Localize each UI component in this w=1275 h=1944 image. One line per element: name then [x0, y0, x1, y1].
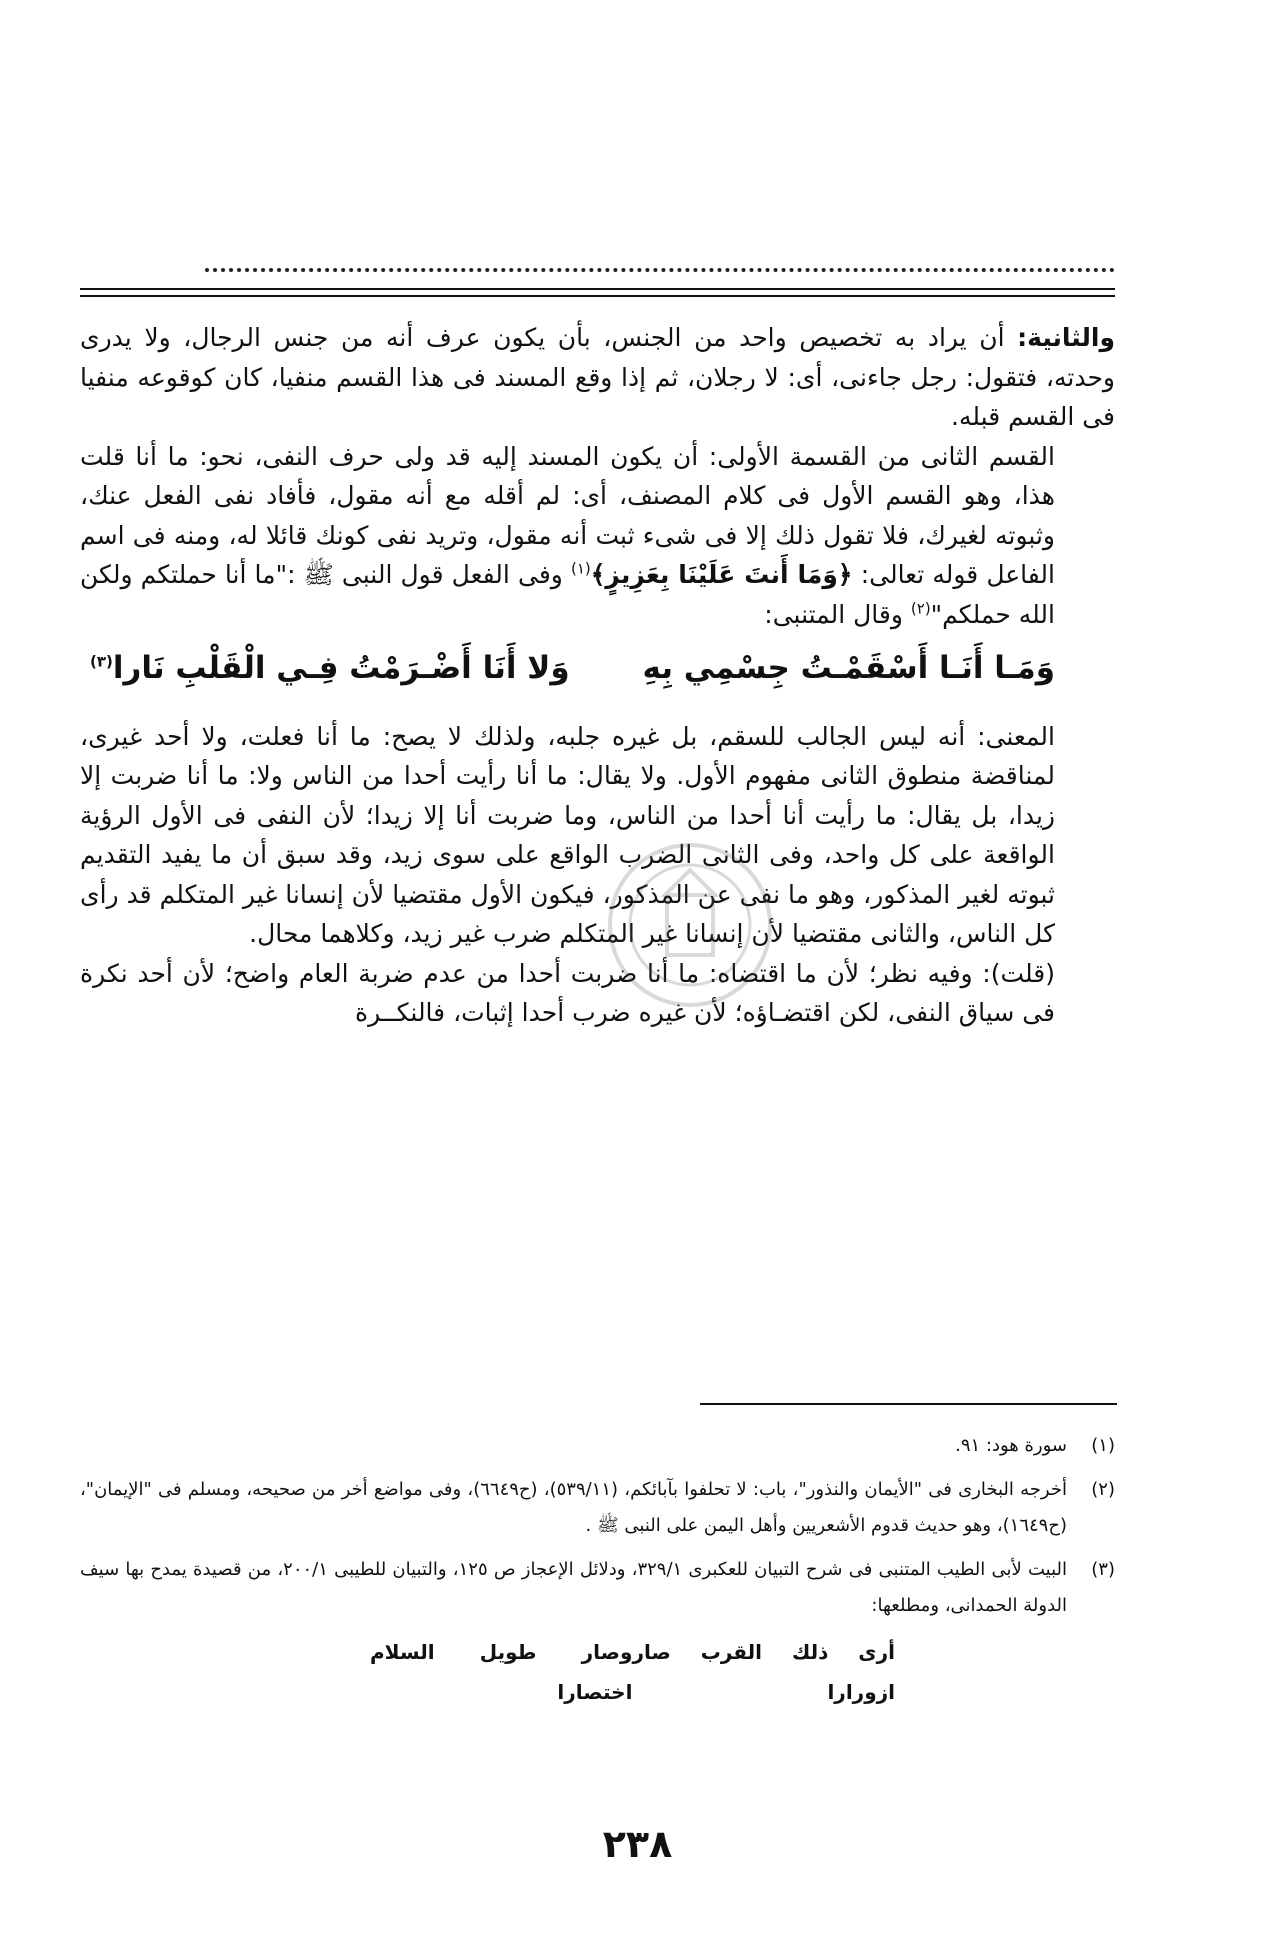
- paragraph-text: أن يراد به تخصيص واحد من الجنس، بأن يكون عرف أنه من جنس الرجال، ولا يدرى وحدته، فتقول: رجل جاءنى، أى: لا رجلان، ثم إذا وقع المسند فى هذا القسم منفيا، كان كوقوعه منفيا فى القسم قبله.: [80, 323, 1115, 431]
- paragraph-meaning: [80, 717, 1115, 954]
- paragraph-text: (قلت): وفيه نظر؛ لأن ما اقتضاه: ما أنا ضربت أحدا من عدم ضربة العام واضح؛ لأن أحد نكرة فى سياق النفى، لكن اقتضـاؤه؛ لأن غيره ضرب أحدا إثبات، فالنكــرة: [80, 958, 1055, 1028]
- footnote-text: سورة هود: ٩١.: [955, 1435, 1067, 1456]
- footnote-number: (٣): [1091, 1559, 1115, 1580]
- page-number: ٢٣٨: [602, 1822, 673, 1866]
- footnote-separator: [700, 1403, 1117, 1405]
- paragraph-text: وفى الفعل قول النبى ﷺ :"ما أنا حملتكم ولكن الله حملكم": [80, 560, 1055, 629]
- header-dotted-rule: [205, 268, 1115, 272]
- footnote-verse-second: وصار طويل السلام اختصارا: [370, 1640, 633, 1704]
- footnote-ref-1: (١): [570, 559, 591, 578]
- paragraph-text: القسم الثانى من القسمة الأولى: أن يكون المسند إليه قد ولى حرف النفى، نحو: ما أنا قلت هذا، وهو القسم الأول فى كلام المصنف، أى: لم أقله مع أنه مقول، فأفاد نفى الفعل عنك، وثبوته لغيرك، فلا تقول ذلك إلا فى شىء ثبت أنه مقول، وتريد نفى كونك قائلا له، ومنه فى اسم الفاعل قوله تعالى:: [80, 441, 1055, 589]
- footnote-number: (٢): [1091, 1479, 1115, 1500]
- footnote-ref-3: (٣): [90, 652, 113, 671]
- footnotes: [80, 1428, 1115, 1712]
- paragraph-text: وقال المتنبى:: [764, 599, 903, 629]
- verse-second-hemistich-wrap: [90, 644, 570, 693]
- poetry-verse: [90, 644, 1055, 693]
- footnote-text: أخرجه البخارى فى "الأيمان والنذور"، باب: لا تحلفوا بآبائكم، (٥٣٩/١١)، (ح٦٦٤٩)، وفى مواضع أخر من صحيحه، ومسلم فى "الإيمان"، (ح١٦٤٩)، وهو حديث قدوم الأشعريين وأهل اليمن على النبى ﷺ .: [80, 1479, 1067, 1536]
- library-watermark-logo: [605, 840, 775, 1010]
- paragraph-second-section: [80, 437, 1115, 635]
- footnote-verse-first: أرى ذلك القرب صار ازورارا: [632, 1640, 895, 1704]
- paragraph-qultu: [80, 954, 1115, 1033]
- verse-first-hemistich: وَمَـا أَنَـا أَسْقَمْـتُ جِسْمِي بِهِ: [642, 650, 1055, 686]
- footnote-number: (١): [1091, 1435, 1115, 1456]
- footnote-ref-2: (٢): [910, 599, 931, 618]
- footnote-item: [80, 1428, 1115, 1464]
- verse-second-hemistich: وَلا أَنَا أَضْـرَمْتُ فِـي الْقَلْبِ نَارا: [112, 650, 570, 686]
- main-text: [80, 318, 1115, 1033]
- paragraph-text: المعنى: أنه ليس الجالب للسقم، بل غيره جلبه، ولذلك لا يصح: ما أنا فعلت، ولا أحد غيرى، لمناقضة منطوق الثانى مفهوم الأول. ولا يقال: ما أنا رأيت أحدا من الناس ولا: ما أنا ضربت إلا زيدا، بل يقال: ما رأيت أنا أحدا من الناس، وما ضربت أنا إلا زيدا؛ لأن النفى فى الأول الرؤية الواقعة على كل واحد، وفى الثانى الضرب الواقع على سوى زيد، وقد سبق أن ما يفيد التقديم ثبوته لغير المذكور، وهو ما نفى عن المذكور، فيكون الأول مقتضيا لأن إنسانا غير المتكلم قد رأى كل الناس، والثانى مقتضيا لأن إنسانا غير المتكلم ضرب غير زيد، وكلاهما محال.: [80, 721, 1055, 949]
- footnote-text: البيت لأبى الطيب المتنبى فى شرح التبيان للعكبرى ٣٢٩/١، ودلائل الإعجاز ص ١٢٥، والتبيان للطيبى ٢٠٠/١، من قصيدة يمدح بها سيف الدولة الحمدانى، ومطلعها:: [80, 1559, 1067, 1616]
- header-double-rule: [80, 288, 1115, 297]
- quran-verse: ﴿وَمَا أَنتَ عَلَيْنَا بِعَزِيزٍ﴾: [590, 560, 853, 589]
- term-label: والثانية:: [1017, 323, 1115, 352]
- paragraph-second-type: [80, 318, 1115, 437]
- footnote-item: [80, 1472, 1115, 1544]
- footnote-item: [80, 1552, 1115, 1624]
- footnote-poetry-verse: [370, 1632, 895, 1712]
